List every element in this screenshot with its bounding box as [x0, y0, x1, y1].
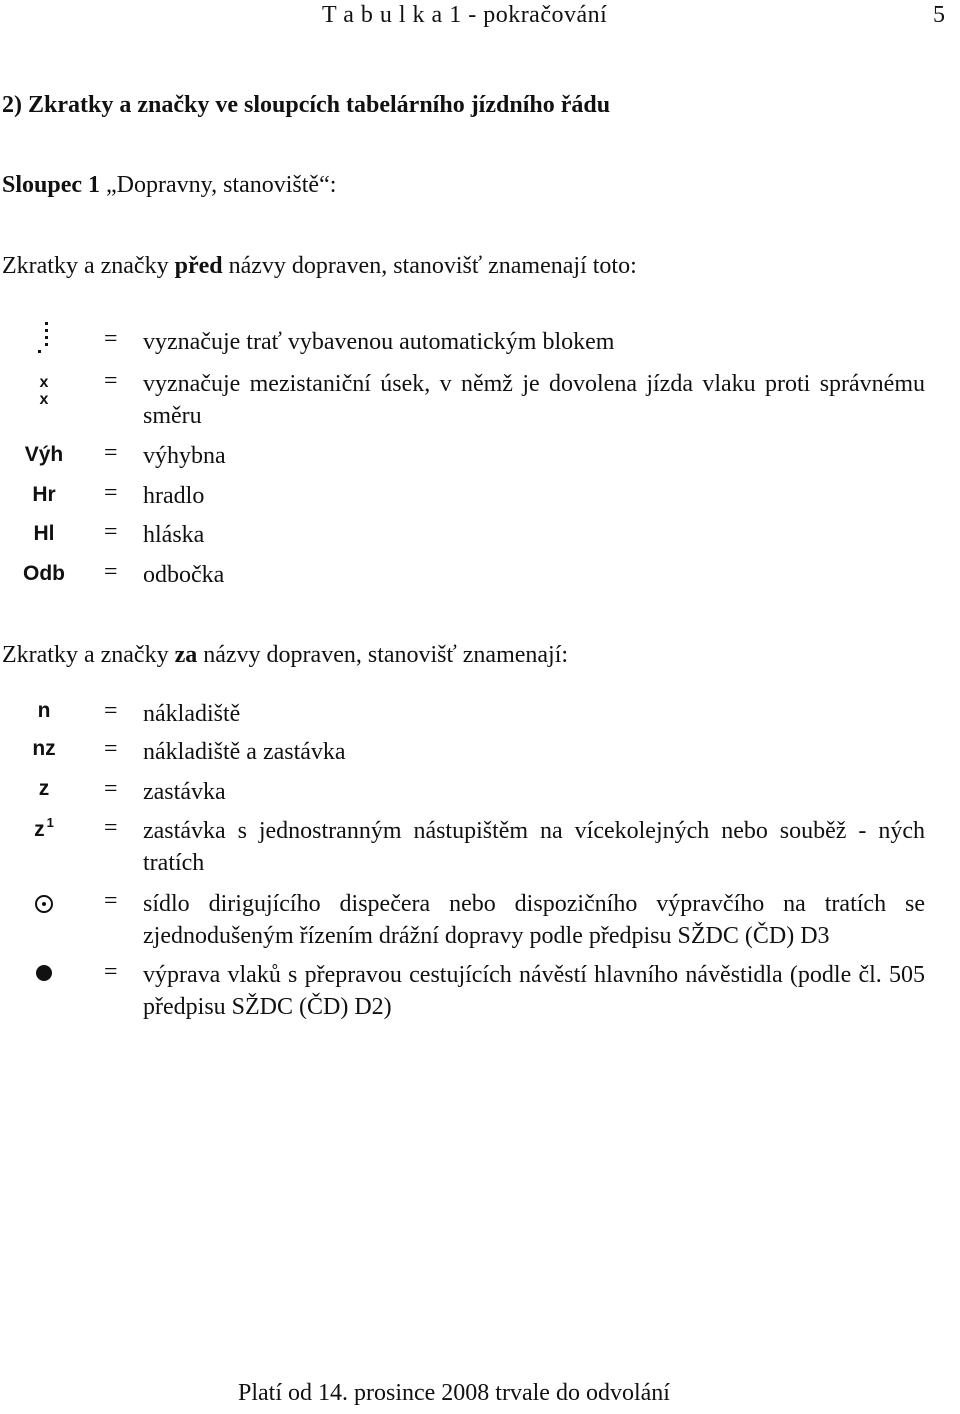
equals-sign: = [104, 815, 118, 841]
filled-dot-icon [0, 965, 88, 986]
filled-dot-glyph [36, 965, 52, 981]
circle-dot-glyph [35, 895, 53, 913]
equals-sign: = [104, 440, 118, 466]
intro-before-prefix: Zkratky a značky [2, 253, 175, 279]
equals-sign: = [104, 959, 118, 985]
abbrev-symbol-base: z [34, 818, 45, 841]
item-description: zastávka [143, 779, 226, 805]
intro-after-names [2, 642, 568, 669]
item-description: hradlo [143, 483, 205, 509]
abbrev-symbol: Výh [24, 443, 64, 466]
equals-sign: = [104, 519, 118, 545]
page-header: T a b u l k a 1 - pokračování [322, 2, 608, 28]
equals-sign: = [104, 888, 118, 914]
item-description: hláska [143, 522, 205, 548]
abbrev-symbol: n [37, 699, 51, 722]
item-description: vyznačuje trať vybavenou automatickým blokem [143, 329, 615, 355]
item-description: výprava vlaků s přepravou cestujících návěstí hlavního návěstidla (podle čl. 505 předpisu SŽDC (ČD) D2) [143, 962, 925, 1020]
intro-after-keyword: za [174, 642, 198, 668]
abbrev-symbol: z [38, 777, 50, 800]
equals-sign: = [104, 736, 118, 762]
intro-before-names [2, 253, 637, 280]
abbrev-symbol: Hl [33, 522, 55, 545]
intro-before-keyword: před [174, 253, 223, 279]
item-description: odbočka [143, 562, 225, 588]
page-number: 5 [933, 2, 945, 28]
item-description: výhybna [143, 443, 226, 469]
page-footer: Platí od 14. prosince 2008 trvale do odvolání [238, 1380, 670, 1406]
equals-sign: = [104, 326, 118, 352]
item-description: nákladiště [143, 701, 241, 727]
column-heading [2, 172, 336, 199]
abbrev-symbol-superscript: 1 [46, 815, 54, 830]
abbrev-symbol: Odb [23, 562, 65, 585]
equals-sign: = [104, 368, 118, 394]
double-cross-icon [0, 374, 88, 408]
dotted-line-icon [0, 322, 88, 361]
intro-before-suffix: názvy dopraven, stanovišť znamenají toto: [222, 253, 637, 279]
item-description: vyznačuje mezistaniční úsek, v němž je dovolena jízda vlaku proti správnému směru [143, 371, 925, 429]
item-description: sídlo dirigujícího dispečera nebo dispozičního výpravčího na tratích se zjednodušeným řízením drážní dopravy podle předpisu SŽDC (ČD) D3 [143, 891, 925, 949]
abbrev-symbol: nz [32, 737, 56, 760]
intro-after-suffix: názvy dopraven, stanovišť znamenají: [197, 642, 569, 668]
cross-top: x [39, 374, 49, 391]
section-heading: 2) Zkratky a značky ve sloupcích tabelárního jízdního řádu [2, 92, 611, 118]
circle-dot-icon [0, 895, 88, 918]
equals-sign: = [104, 480, 118, 506]
intro-after-prefix: Zkratky a značky [2, 642, 175, 668]
equals-sign: = [104, 698, 118, 724]
dotted-line-icon-svg [37, 322, 51, 356]
column-prefix: Sloupec 1 [2, 172, 101, 198]
abbrev-symbol [0, 815, 88, 842]
abbrev-symbol: Hr [32, 483, 56, 506]
equals-sign: = [104, 776, 118, 802]
item-description: zastávka s jednostranným nástupištěm na vícekolejných nebo souběž - ných tratích [143, 818, 925, 876]
cross-bottom: x [39, 391, 49, 408]
equals-sign: = [104, 559, 118, 585]
column-name: „Dopravny, stanoviště“: [100, 172, 337, 198]
item-description: nákladiště a zastávka [143, 739, 346, 765]
